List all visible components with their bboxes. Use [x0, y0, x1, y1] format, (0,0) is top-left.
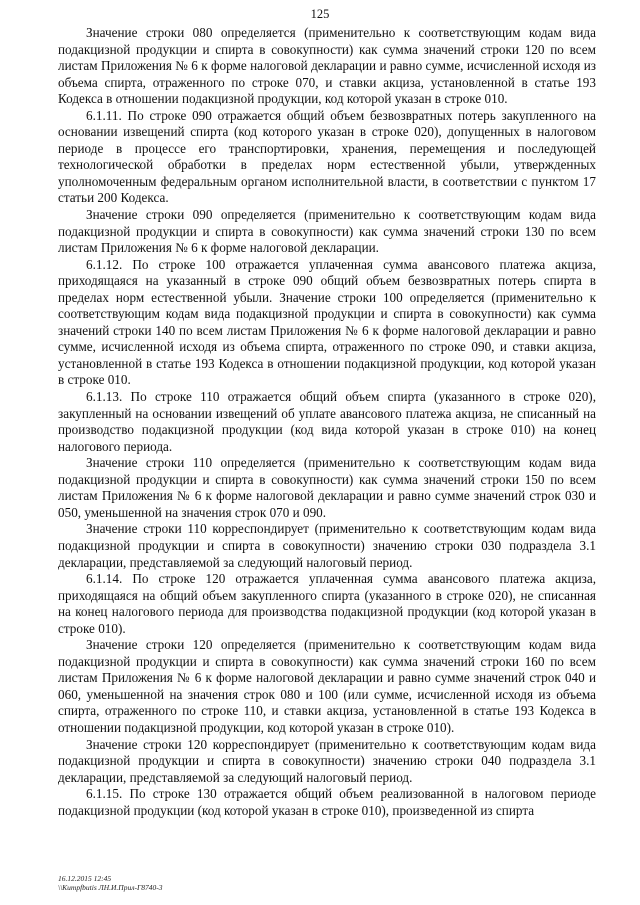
- paragraph: Значение строки 120 корреспондирует (применительно к соответствующим кодам вида подакцизной продукции и спирта в совокупности) значению строки 040 подраздела 3.1 декларации, представляемой за следующий налоговый период.: [58, 736, 596, 785]
- footer-timestamp: 16.12.2015 12:45: [58, 874, 112, 883]
- paragraph: 6.1.13. По строке 110 отражается общий объем спирта (указанного в строке 020), закупленный на основании извещений об уплате авансового платежа акциза, не списанный на производство подакцизной продукции (код вида которой указан в строке 010) на конец налогового периода.: [58, 389, 596, 454]
- paragraph: Значение строки 120 определяется (применительно к соответствующим кодам вида подакцизной продукции и спирта в совокупности) как сумма значений строки 160 по всем листам Приложения № 6 к форме налоговой декларации и равно сумме значений строк 040 и 060, уменьшенной на значения строк 080 и 100 (или сумме, исчисленной исходя из объема спирта, отраженного по строке 110, и ставки акциза, установленной в статье 193 Кодекса в отношении подакцизной продукции, код которой указан в строке 010).: [58, 637, 596, 735]
- paragraph: Значение строки 110 определяется (применительно к соответствующим кодам вида подакцизной продукции и спирта в совокупности) как сумма значений строки 150 по всем листам Приложения № 6 к форме налоговой декларации и равно сумме значений строк 030 и 050, уменьшенной на значения строк 070 и 090.: [58, 455, 596, 520]
- paragraph: Значение строки 090 определяется (применительно к соответствующим кодам вида подакцизной продукции и спирта в совокупности) как сумма значений строки 130 по всем листам Приложения № 6 к форме налоговой декларации.: [58, 207, 596, 256]
- footer-file-path: \\Kumpfbutis ЛН.И.Прил-Г8740-3: [58, 883, 163, 892]
- paragraph: 6.1.14. По строке 120 отражается уплаченная сумма авансового платежа акциза, приходящаяся на общий объем закупленного спирта (указанного в строке 020), не списанная на конец налогового периода для производства подакцизной продукции (код которой указан в строке 010).: [58, 571, 596, 636]
- paragraph: 6.1.11. По строке 090 отражается общий объем безвозвратных потерь закупленного на основании извещений спирта (код которого указан в строке 020), допущенных в налоговом периоде в процессе его транспортировки, хранения, перемещения и последующей технологической обработки в пределах норм естественной убыли, утвержденных уполномоченным федеральным органом исполнительной власти, в соответствии с пунктом 17 статьи 200 Кодекса.: [58, 107, 596, 206]
- paragraph: 6.1.12. По строке 100 отражается уплаченная сумма авансового платежа акциза, приходящаяся на указанный в строке 090 общий объем безвозвратных потерь спирта в пределах норм естественной убыли. Значение строки 100 определяется (применительно к соответствующим кодам вида подакцизной продукции и спирта в совокупности) как сумма значений строки 140 по всем листам Приложения № 6 к форме налоговой декларации и равно сумме, исчисленной исходя из объема спирта, отраженного по строке 090, и ставки акциза, установленной в статье 193 Кодекса в отношении подакцизной продукции, код которой указан в строке 010.: [58, 256, 596, 388]
- document-footer: [58, 874, 163, 892]
- page-number: 125: [310, 7, 330, 21]
- paragraph: 6.1.15. По строке 130 отражается общий объем реализованной в налоговом периоде подакцизной продукции (код которой указан в строке 010), произведенной из спирта: [58, 786, 596, 818]
- document-body: [58, 25, 596, 819]
- paragraph: Значение строки 110 корреспондирует (применительно к соответствующим кодам вида подакцизной продукции и спирта в совокупности) значению строки 030 подраздела 3.1 декларации, представляемой за следующий налоговый период.: [58, 521, 596, 570]
- paragraph: Значение строки 080 определяется (применительно к соответствующим кодам вида подакцизной продукции и спирта в совокупности) как сумма значений строки 120 по всем листам Приложения № 6 к форме налоговой декларации и равно сумме, исчисленной исходя из объема спирта, отраженного по строке 070, и ставки акциза, установленной в статье 193 Кодекса в отношении подакцизной продукции, код которой указан в строке 010.: [58, 25, 596, 107]
